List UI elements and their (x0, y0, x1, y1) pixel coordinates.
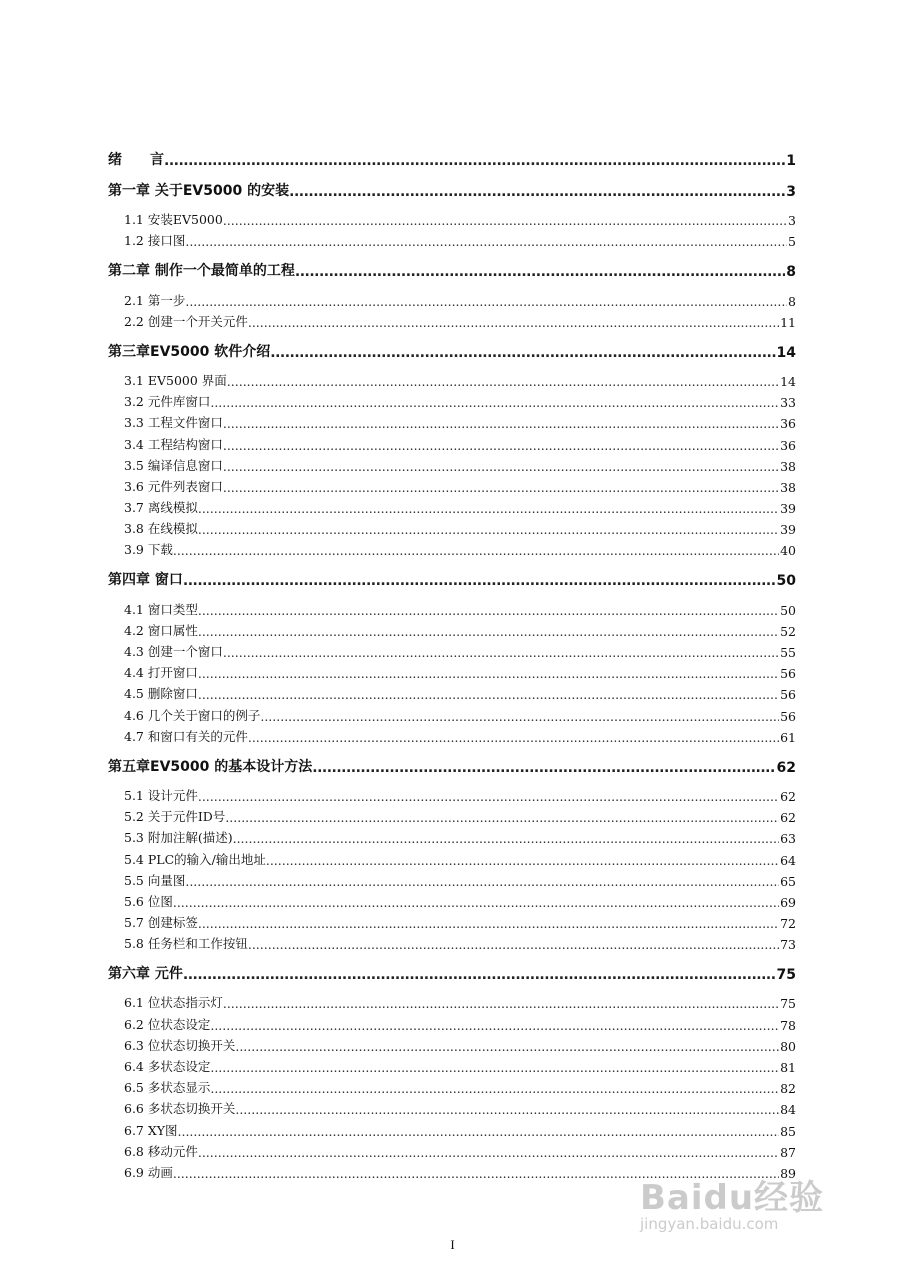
toc-entry-page: 82 (780, 1081, 796, 1097)
toc-entry-page: 14 (776, 344, 796, 361)
toc-entry-title: 5.8 任务栏和工作按钮 (124, 936, 248, 952)
toc-section-entry[interactable] (108, 516, 796, 537)
toc-section-entry[interactable] (108, 889, 796, 910)
toc-entry-page: 56 (780, 666, 796, 682)
toc-section-entry[interactable] (108, 910, 796, 931)
toc-section-entry[interactable] (108, 1033, 796, 1054)
dot-leader (183, 967, 776, 983)
toc-entry-page: 85 (780, 1123, 796, 1139)
toc-section-entry[interactable] (108, 453, 796, 474)
toc-entry-page: 5 (788, 234, 796, 250)
dot-leader (198, 666, 779, 681)
toc-section-entry[interactable] (108, 639, 796, 660)
dot-leader (289, 184, 785, 200)
toc-section-entry[interactable] (108, 681, 796, 702)
dot-leader (248, 315, 779, 330)
toc-entry-page: 11 (780, 314, 796, 330)
toc-entry-title: 绪 言 (108, 152, 164, 168)
toc-entry-page: 39 (780, 501, 796, 517)
toc-entry-page: 36 (780, 437, 796, 453)
toc-entry-page: 69 (780, 894, 796, 910)
toc-entry-page: 62 (780, 788, 796, 804)
toc-entry-title: 4.6 几个关于窗口的例子 (124, 707, 261, 723)
dot-leader (185, 874, 779, 889)
toc-section-entry[interactable] (108, 660, 796, 681)
toc-entry-page: 50 (776, 573, 796, 590)
toc-entry-title: 5.3 附加注解(描述) (124, 830, 233, 846)
toc-entry-title: 第三章EV5000 软件介绍 (108, 343, 271, 360)
dot-leader (185, 234, 787, 249)
page-number: I (450, 1237, 455, 1252)
toc-entry-title: 第六章 元件 (108, 966, 183, 983)
toc-section-entry[interactable] (108, 368, 796, 389)
toc-entry-title: 2.1 第一步 (124, 292, 186, 308)
toc-entry-page: 40 (780, 543, 796, 559)
dot-leader (210, 1081, 779, 1096)
dot-leader (295, 264, 785, 280)
dot-leader (312, 760, 775, 776)
toc-section-entry[interactable] (108, 1096, 796, 1117)
toc-entry-page: 3 (786, 184, 796, 200)
toc-entry-title: 4.7 和窗口有关的元件 (124, 728, 248, 744)
toc-entry-page: 8 (788, 293, 796, 309)
toc-entry-title: 6.8 移动元件 (124, 1143, 198, 1159)
toc-entry-title: 6.1 位状态指示灯 (124, 995, 223, 1011)
toc-entry-title: 4.4 打开窗口 (124, 665, 198, 681)
dot-leader (198, 916, 779, 931)
toc-entry-page: 62 (780, 810, 796, 826)
toc-section-entry[interactable] (108, 309, 796, 330)
toc-section-entry[interactable] (108, 474, 796, 495)
watermark-brand: Baidu经验 (640, 1178, 825, 1218)
toc-entry-page: 1 (786, 153, 796, 169)
dot-leader (210, 1018, 779, 1033)
toc-entry-title: 3.1 EV5000 界面 (124, 372, 227, 388)
dot-leader (233, 831, 779, 846)
dot-leader (185, 294, 787, 309)
toc-chapter-entry[interactable] (108, 567, 796, 589)
toc-entry-page: 55 (780, 645, 796, 660)
toc-section-entry[interactable] (108, 228, 796, 249)
dot-leader (210, 1060, 779, 1075)
toc-entry-title: 5.2 关于元件ID号 (124, 809, 226, 825)
toc-chapter-entry[interactable] (108, 258, 796, 280)
toc-entry-page: 56 (780, 708, 796, 724)
toc-entry-title: 6.5 多状态显示 (124, 1080, 211, 1096)
toc-chapter-entry[interactable] (108, 754, 796, 776)
toc-entry-title: 第五章EV5000 的基本设计方法 (108, 758, 313, 775)
toc-entry-title: 6.7 XY图 (124, 1122, 178, 1138)
toc-entry-title: 3.9 下载 (124, 542, 173, 558)
dot-leader (248, 937, 779, 952)
toc-entry-title: 3.2 元件库窗口 (124, 394, 211, 410)
dot-leader (223, 996, 779, 1011)
toc-section-entry[interactable] (108, 537, 796, 558)
toc-entry-page: 50 (780, 602, 796, 618)
toc-entry-page: 14 (780, 373, 796, 389)
dot-leader (248, 730, 779, 745)
toc-chapter-entry[interactable] (108, 961, 796, 983)
toc-section-entry[interactable] (108, 1117, 796, 1138)
toc-section-entry[interactable] (108, 1075, 796, 1096)
dot-leader (198, 603, 779, 618)
toc-entry-page: 65 (780, 873, 796, 889)
toc-section-entry[interactable] (108, 596, 796, 617)
toc-entry-title: 5.1 设计元件 (124, 787, 198, 803)
toc-entry-title: 4.2 窗口属性 (124, 622, 198, 638)
toc-entry-page: 75 (780, 996, 796, 1012)
dot-leader (173, 543, 779, 558)
dot-leader (183, 573, 776, 589)
dot-leader (223, 438, 779, 453)
dot-leader (173, 895, 779, 910)
toc-entry-title: 第一章 关于EV5000 的安装 (108, 183, 290, 199)
toc-section-entry[interactable] (108, 868, 796, 889)
dot-leader (225, 810, 779, 825)
toc-section-entry[interactable] (108, 702, 796, 723)
toc-entry-title: 4.3 创建一个窗口 (124, 644, 223, 659)
dot-leader (198, 624, 779, 639)
toc-entry-page: 61 (780, 729, 796, 745)
toc-section-entry[interactable] (108, 846, 796, 867)
toc-entry-title: 3.7 离线模拟 (124, 500, 198, 516)
dot-leader (223, 416, 779, 431)
toc-entry-page: 81 (780, 1060, 796, 1075)
toc-entry-title: 5.6 位图 (124, 893, 173, 909)
toc-section-entry[interactable] (108, 431, 796, 452)
toc-entry-page: 36 (780, 416, 796, 432)
toc-section-entry[interactable] (108, 1139, 796, 1160)
toc-section-entry[interactable] (108, 495, 796, 516)
toc-entry-page: 8 (786, 264, 796, 281)
toc-entry-page: 78 (780, 1017, 796, 1033)
dot-leader (223, 480, 779, 495)
toc-entry-title: 3.5 编译信息窗口 (124, 457, 223, 473)
toc-section-entry[interactable] (108, 804, 796, 825)
watermark (640, 1170, 824, 1233)
toc-section-entry[interactable] (108, 825, 796, 846)
toc-section-entry[interactable] (108, 207, 796, 228)
toc-entry-page: 73 (780, 937, 796, 953)
toc-entry-title: 1.1 安装EV5000 (124, 212, 223, 228)
dot-leader (270, 345, 775, 361)
dot-leader (235, 1039, 779, 1054)
toc-section-entry[interactable] (108, 1054, 796, 1075)
dot-leader (198, 522, 779, 537)
toc-section-entry[interactable] (108, 783, 796, 804)
dot-leader (260, 709, 779, 724)
toc-entry-page: 62 (776, 759, 796, 776)
toc-entry-page: 84 (780, 1102, 796, 1118)
toc-section-entry[interactable] (108, 1011, 796, 1032)
toc-entry-title: 2.2 创建一个开关元件 (124, 313, 248, 329)
toc-entry-title: 5.5 向量图 (124, 872, 186, 888)
dot-leader (178, 1124, 780, 1139)
dot-leader (223, 213, 787, 228)
toc-entry-page: 87 (780, 1144, 796, 1160)
dot-leader (223, 645, 779, 660)
toc-entry-title: 5.7 创建标签 (124, 915, 198, 931)
toc-entry-title: 3.4 工程结构窗口 (124, 436, 223, 452)
toc-entry-title: 6.9 动画 (124, 1164, 173, 1180)
toc-entry-page: 56 (780, 687, 796, 703)
table-of-contents (108, 147, 796, 1181)
dot-leader (164, 153, 785, 169)
toc-entry-page: 72 (780, 916, 796, 932)
dot-leader (198, 789, 779, 804)
toc-chapter-entry[interactable] (108, 339, 796, 361)
toc-entry-title: 3.8 在线模拟 (124, 521, 198, 537)
toc-entry-page: 3 (788, 213, 796, 229)
toc-section-entry[interactable] (108, 618, 796, 639)
toc-entry-page: 64 (780, 852, 796, 868)
toc-entry-page: 33 (780, 395, 796, 411)
toc-section-entry[interactable] (108, 990, 796, 1011)
toc-section-entry[interactable] (108, 389, 796, 410)
toc-entry-page: 89 (780, 1165, 796, 1181)
toc-section-entry[interactable] (108, 287, 796, 308)
toc-section-entry[interactable] (108, 931, 796, 952)
toc-chapter-entry[interactable] (108, 147, 796, 169)
toc-entry-title: 3.6 元件列表窗口 (124, 478, 223, 494)
toc-section-entry[interactable] (108, 724, 796, 745)
toc-entry-page: 63 (780, 831, 796, 847)
toc-entry-title: 第四章 窗口 (108, 572, 183, 589)
toc-entry-page: 38 (780, 479, 796, 495)
dot-leader (227, 374, 779, 389)
watermark-url: jingyan.baidu.com (640, 1215, 779, 1233)
toc-entry-title: 6.3 位状态切换开关 (124, 1037, 236, 1053)
toc-entry-title: 6.6 多状态切换开关 (124, 1101, 236, 1117)
dot-leader (223, 459, 779, 474)
toc-chapter-entry[interactable] (108, 178, 796, 200)
toc-entry-page: 39 (780, 522, 796, 538)
dot-leader (198, 501, 779, 516)
toc-entry-title: 第二章 制作一个最简单的工程 (108, 263, 295, 280)
toc-entry-title: 6.2 位状态设定 (124, 1016, 211, 1032)
dot-leader (210, 395, 779, 410)
toc-entry-page: 52 (780, 623, 796, 639)
toc-entry-title: 4.5 删除窗口 (124, 686, 198, 702)
dot-leader (235, 1102, 779, 1117)
toc-entry-title: 3.3 工程文件窗口 (124, 415, 223, 431)
toc-entry-title: 5.4 PLC的输入/输出地址 (124, 851, 266, 867)
dot-leader (198, 687, 779, 702)
toc-entry-title: 4.1 窗口类型 (124, 601, 198, 617)
toc-entry-page: 80 (780, 1038, 796, 1054)
dot-leader (198, 1145, 779, 1160)
toc-section-entry[interactable] (108, 410, 796, 431)
toc-entry-title: 6.4 多状态设定 (124, 1059, 211, 1074)
toc-entry-page: 38 (780, 458, 796, 474)
toc-entry-page: 75 (776, 967, 796, 984)
dot-leader (266, 853, 779, 868)
toc-entry-title: 1.2 接口图 (124, 233, 186, 249)
